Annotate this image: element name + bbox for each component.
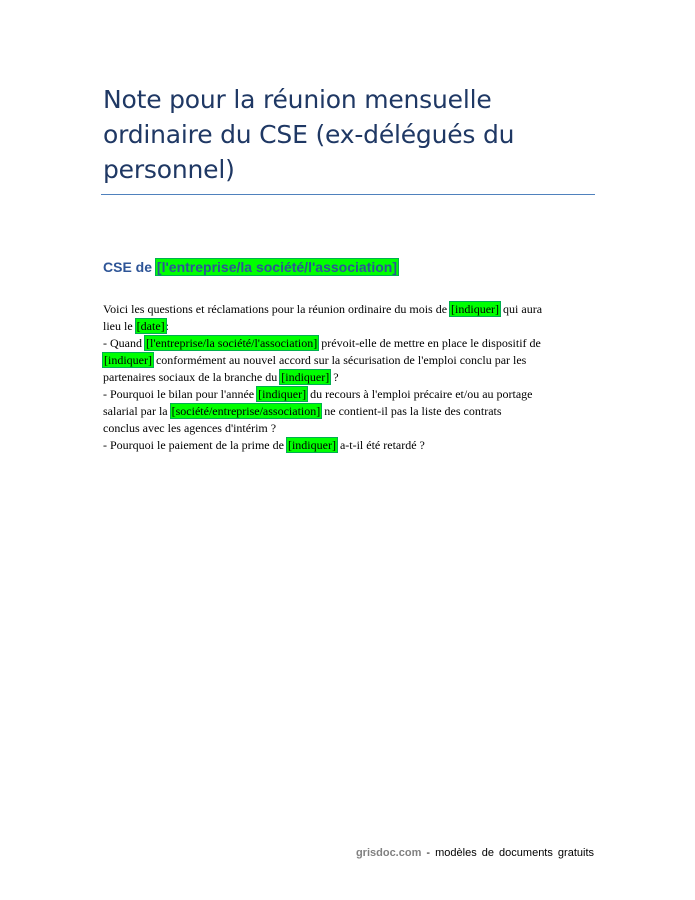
text: conformément au nouvel accord sur la sécurisation de l'emploi conclu par les xyxy=(152,353,527,367)
text: a-t-il été retardé ? xyxy=(336,438,425,452)
title-line: Note pour la réunion mensuelle xyxy=(103,85,492,114)
body-line xyxy=(103,386,598,403)
text: salarial par la xyxy=(103,404,171,418)
placeholder-entity[interactable]: [l'entreprise/la société/l'association] xyxy=(156,259,397,275)
title-underline xyxy=(101,194,595,195)
footer-tagline: - modèles de documents gratuits xyxy=(421,847,594,859)
document-title xyxy=(103,82,595,187)
body-line xyxy=(103,301,598,318)
body-line xyxy=(103,335,598,352)
body-line xyxy=(103,318,598,335)
text: ne contient-il pas la liste des contrats xyxy=(321,404,502,418)
text: - Pourquoi le paiement de la prime de xyxy=(103,438,287,452)
title-line: personnel) xyxy=(103,155,235,184)
placeholder-entity[interactable]: [société/entreprise/association] xyxy=(171,404,321,418)
placeholder-date[interactable]: [date] xyxy=(136,319,165,333)
text: - Pourquoi le bilan pour l'année xyxy=(103,387,258,401)
placeholder-prime[interactable]: [indiquer] xyxy=(287,438,336,452)
text: du recours à l'emploi précaire et/ou au portage xyxy=(307,387,533,401)
placeholder-dispositif[interactable]: [indiquer] xyxy=(104,353,152,367)
body-line xyxy=(103,369,598,386)
footer-site-link[interactable]: grisdoc.com xyxy=(355,847,422,859)
text: lieu le xyxy=(103,319,136,333)
text: partenaires sociaux de la branche du xyxy=(103,370,281,384)
text: conclus avec les agences d'intérim ? xyxy=(103,421,277,435)
placeholder-year[interactable]: [indiquer] xyxy=(258,387,307,401)
text: ? xyxy=(330,370,339,384)
body-line xyxy=(103,403,598,420)
placeholder-entity[interactable]: [l'entreprise/la société/l'association] xyxy=(146,336,318,350)
text: prévoit-elle de mettre en place le dispositif de xyxy=(318,336,541,350)
placeholder-branche[interactable]: [indiquer] xyxy=(281,370,330,384)
body-line xyxy=(103,437,598,454)
cse-heading xyxy=(103,255,398,279)
body-line xyxy=(103,352,598,369)
text: - Quand xyxy=(103,336,145,350)
page-footer xyxy=(356,846,594,860)
text: qui aura xyxy=(500,302,543,316)
body-text xyxy=(103,301,598,454)
cse-prefix: CSE de xyxy=(103,259,153,275)
text: Voici les questions et réclamations pour la réunion ordinaire du mois de xyxy=(103,302,451,316)
title-line: ordinaire du CSE (ex-délégués du xyxy=(103,120,515,149)
text: : xyxy=(165,319,169,333)
body-line xyxy=(103,420,598,437)
placeholder-month[interactable]: [indiquer] xyxy=(451,302,500,316)
